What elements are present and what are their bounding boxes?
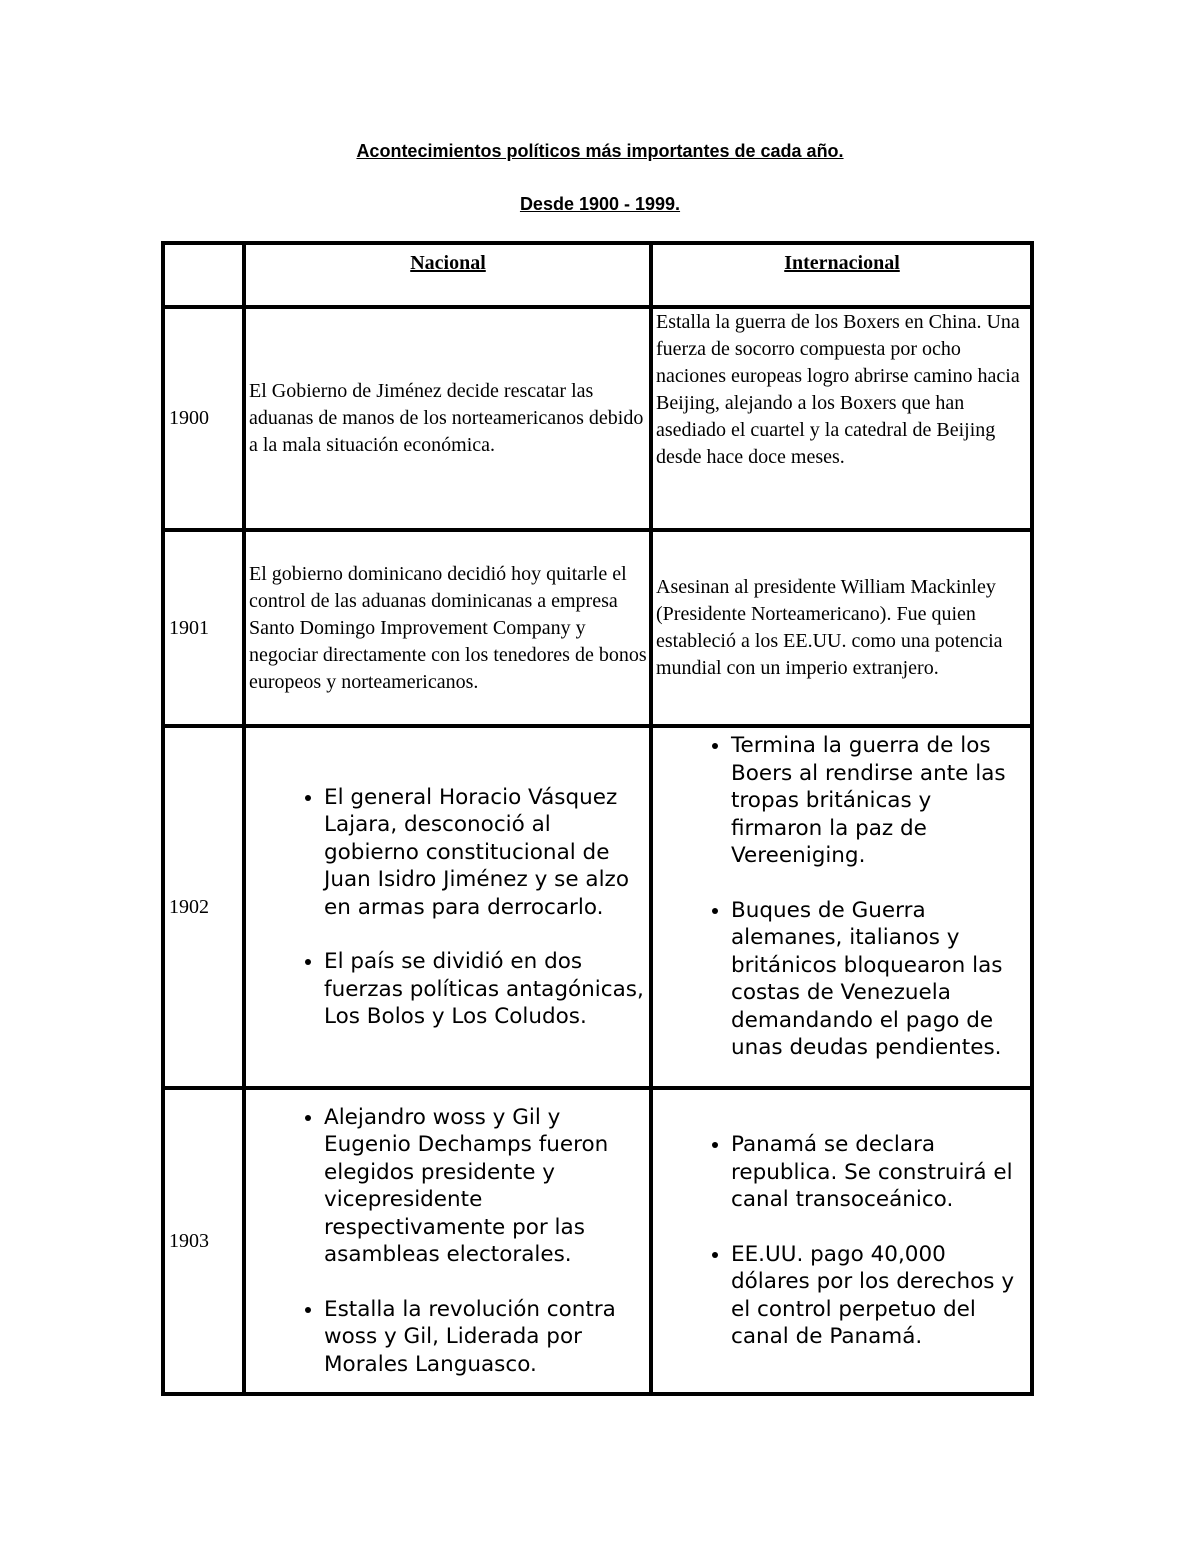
list-item: • Buques de Guerra alemanes, italianos y británicos bloquearon las costas de Venezuela demandando el pago de unas deudas pendientes.: [731, 897, 1028, 1062]
document-subtitle: Desde 1900 - 1999.: [519, 194, 681, 214]
table-row: [163, 530, 1032, 726]
list-item: • Estalla la revolución contra woss y Gil, Liderada por Morales Languasco.: [324, 1296, 647, 1379]
internacional-cell: Asesinan al presidente William Mackinley (Presidente Norteamericano). Fue quien estableció a los EE.UU. como una potencia mundial con un imperio extranjero.: [651, 530, 1032, 726]
bullet-list: [249, 1104, 647, 1379]
list-item: • El general Horacio Vásquez Lajara, desconoció al gobierno constitucional de Juan Isidro Jiménez y se alzo en armas para derrocarlo.: [324, 784, 647, 922]
list-item: • EE.UU. pago 40,000 dólares por los derechos y el control perpetuo del canal de Panamá.: [731, 1241, 1028, 1351]
header-nacional: Nacional: [410, 252, 486, 274]
document-title: Acontecimientos políticos más importantes de cada año.: [356, 141, 844, 161]
header-internacional-cell: [651, 243, 1032, 307]
bullet-list: [656, 1131, 1028, 1351]
header-row: [163, 243, 1032, 307]
events-table: [161, 241, 1034, 1396]
header-internacional: Internacional: [784, 252, 900, 274]
list-item: • El país se dividió en dos fuerzas políticas antagónicas, Los Bolos y Los Coludos.: [324, 948, 647, 1031]
list-item: • Termina la guerra de los Boers al rendirse ante las tropas británicas y firmaron la paz de Vereeniging.: [731, 732, 1028, 870]
table-row: [163, 1088, 1032, 1394]
header-year-cell: [163, 243, 244, 307]
year-cell: 1903: [163, 1088, 244, 1394]
internacional-cell: [651, 726, 1032, 1088]
bullet-list: [249, 784, 647, 1031]
table-row: [163, 726, 1032, 1088]
list-item: • Panamá se declara republica. Se construirá el canal transoceánico.: [731, 1131, 1028, 1214]
nacional-cell: [244, 726, 651, 1088]
nacional-cell: El Gobierno de Jiménez decide rescatar las aduanas de manos de los norteamericanos debido a la mala situación económica.: [244, 307, 651, 530]
list-item: • Alejandro woss y Gil y Eugenio Dechamps fueron elegidos presidente y vicepresidente respectivamente por las asambleas electorales.: [324, 1104, 647, 1269]
internacional-cell: Estalla la guerra de los Boxers en China. Una fuerza de socorro compuesta por ocho naciones europeas logro abrirse camino hacia Beijing, alejando a los Boxers que han asediado el cuartel y la catedral de Beijing desde hace doce meses.: [651, 307, 1032, 530]
header-nacional-cell: [244, 243, 651, 307]
nacional-cell: [244, 1088, 651, 1394]
year-cell: 1901: [163, 530, 244, 726]
year-cell: 1902: [163, 726, 244, 1088]
nacional-cell: El gobierno dominicano decidió hoy quitarle el control de las aduanas dominicanas a empresa Santo Domingo Improvement Company y negociar directamente con los tenedores de bonos europeos y norteamericanos.: [244, 530, 651, 726]
internacional-cell: [651, 1088, 1032, 1394]
table-row: [163, 307, 1032, 530]
bullet-list: [656, 732, 1028, 1062]
year-cell: 1900: [163, 307, 244, 530]
